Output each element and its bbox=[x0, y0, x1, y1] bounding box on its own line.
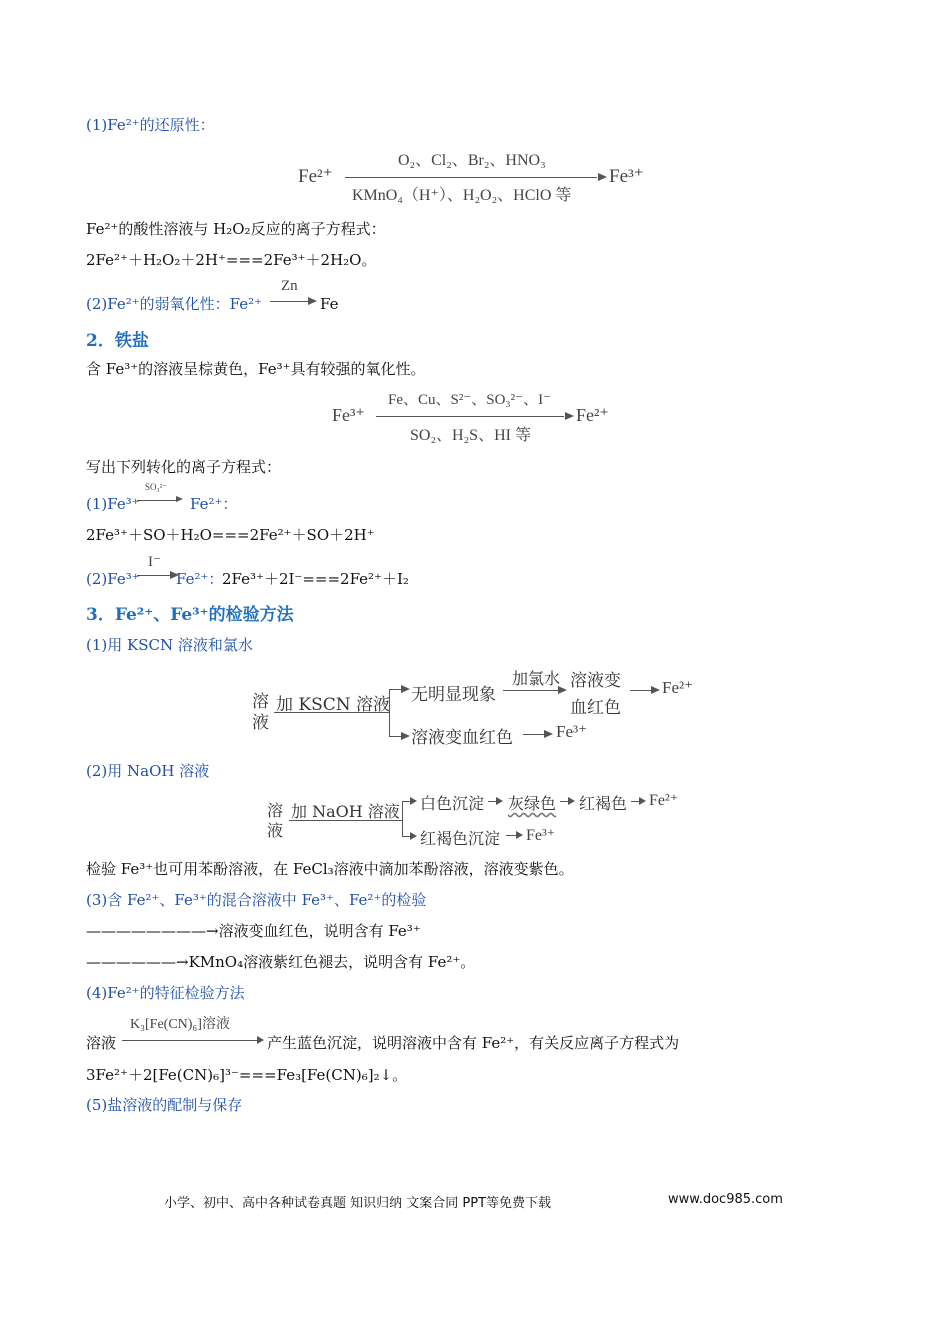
text-line: 检验 Fe³⁺也可用苯酚溶液，在 FeCl₃溶液中滴加苯酚溶液，溶液变紫色。 bbox=[86, 860, 574, 878]
arrow-head-icon bbox=[568, 797, 575, 805]
flow-line bbox=[402, 836, 410, 837]
rxn-arrow-line bbox=[376, 416, 564, 417]
equation: 2Fe³⁺＋2I⁻===2Fe²⁺＋I₂ bbox=[222, 570, 409, 588]
text-solution: 溶液 bbox=[86, 1034, 117, 1052]
method-title-naoh: (2)用 NaOH 溶液 bbox=[86, 762, 210, 780]
arrow-placeholder: ——————→ bbox=[86, 953, 189, 971]
method-title-kscn: (1)用 KSCN 溶液和氯水 bbox=[86, 636, 253, 654]
flow-line bbox=[630, 690, 652, 691]
subsection-title-oxidizing: (2)Fe²⁺的弱氧化性：Fe²⁺ bbox=[86, 295, 263, 313]
conversion-product: Fe²⁺： bbox=[176, 570, 224, 588]
arrow-product: Fe bbox=[320, 295, 339, 313]
flow-bracket bbox=[402, 801, 403, 836]
arrow-head-icon bbox=[401, 732, 410, 740]
flow-result: 白色沉淀 bbox=[420, 794, 485, 813]
arrow-head-icon bbox=[598, 173, 607, 181]
flow-line bbox=[631, 801, 639, 802]
flow-result: 灰绿色 bbox=[508, 794, 557, 813]
text-result: 产生蓝色沉淀，说明溶液中含有 Fe²⁺，有关反应离子方程式为 bbox=[267, 1034, 680, 1052]
flow-ion: Fe²⁺ bbox=[662, 678, 694, 697]
flow-result: 红褐色 bbox=[579, 794, 628, 813]
rxn-reactant: Fe²⁺ bbox=[298, 166, 333, 187]
flow-line bbox=[274, 712, 389, 713]
flow-line bbox=[389, 689, 401, 690]
rxn-reagents-bottom: KMnO₄（H⁺）、H₂O₂、HClO 等 bbox=[352, 187, 572, 204]
flow-start-solution: 溶 液 bbox=[267, 801, 284, 840]
arrow-head-icon bbox=[544, 730, 553, 738]
flow-start-solution: 溶 液 bbox=[252, 692, 269, 733]
arrow-placeholder: ————————→ bbox=[86, 922, 219, 940]
rxn-reagents-bottom: SO₂、H₂S、HI 等 bbox=[410, 427, 531, 444]
flow-bracket bbox=[389, 689, 390, 736]
arrow-head-icon bbox=[176, 496, 183, 502]
flow-line bbox=[506, 835, 516, 836]
arrow-reagent: Zn bbox=[281, 278, 298, 294]
method-title-preparation: (5)盐溶液的配制与保存 bbox=[86, 1096, 243, 1114]
conversion-label: (1)Fe³⁺ bbox=[86, 495, 140, 513]
arrow-head-icon bbox=[558, 686, 567, 694]
arrow-line bbox=[270, 301, 310, 302]
flow-ion: Fe³⁺ bbox=[526, 827, 556, 844]
rxn-reagents-top: O₂、Cl₂、Br₂、HNO₃ bbox=[398, 152, 546, 169]
method-title-characteristic: (4)Fe²⁺的特征检验方法 bbox=[86, 984, 245, 1002]
arrow-head-icon bbox=[565, 412, 574, 420]
arrow-reagent: K₃[Fe(CN)₆]溶液 bbox=[130, 1017, 230, 1032]
arrow-head-icon bbox=[516, 831, 523, 839]
flow-line bbox=[289, 820, 402, 821]
equation: 3Fe²⁺＋2[Fe(CN)₆]³⁻===Fe₃[Fe(CN)₆]₂↓。 bbox=[86, 1066, 408, 1084]
rxn-reagents-top: Fe、Cu、S²⁻、SO₃²⁻、I⁻ bbox=[388, 392, 551, 408]
arrow-line bbox=[122, 1040, 258, 1041]
flow-ion: Fe³⁺ bbox=[556, 722, 588, 741]
flow-result: 溶液变 bbox=[570, 671, 621, 691]
arrow-head-icon bbox=[651, 686, 660, 694]
arrow-reagent: I⁻ bbox=[148, 554, 161, 570]
section-heading-detection: 3．Fe²⁺、Fe³⁺的检验方法 bbox=[86, 605, 294, 625]
rxn-product: Fe³⁺ bbox=[609, 166, 644, 187]
text-line: Fe²⁺的酸性溶液与 H₂O₂反应的离子方程式： bbox=[86, 220, 386, 238]
mixed-result-2: KMnO₄溶液紫红色褪去，说明含有 Fe²⁺。 bbox=[188, 953, 476, 971]
flow-ion: Fe²⁺ bbox=[649, 792, 679, 809]
flow-result: 无明显现象 bbox=[411, 685, 496, 705]
flow-reagent: 加 KSCN 溶液 bbox=[276, 695, 391, 715]
method-title-mixed: (3)含 Fe²⁺、Fe³⁺的混合溶液中 Fe³⁺、Fe²⁺的检验 bbox=[86, 891, 427, 909]
conversion-label: (2)Fe³⁺ bbox=[86, 570, 140, 588]
arrow-head-icon bbox=[410, 832, 417, 840]
text-line: 写出下列转化的离子方程式： bbox=[86, 458, 282, 476]
conversion-product: Fe²⁺： bbox=[190, 495, 238, 513]
equation: 2Fe³⁺＋SO＋H₂O===2Fe²⁺＋SO＋2H⁺ bbox=[86, 526, 375, 544]
section-heading-iron-salt: 2．铁盐 bbox=[86, 331, 149, 351]
arrow-head-icon bbox=[496, 797, 503, 805]
mixed-result-1: 溶液变血红色，说明含有 Fe³⁺ bbox=[218, 922, 421, 940]
arrow-line bbox=[137, 500, 177, 501]
flow-line bbox=[389, 736, 401, 737]
flow-reagent: 加氯水 bbox=[512, 669, 561, 688]
footer-text: 小学、初中、高中各种试卷真题 知识归纳 文案合同 PPT等免费下载 bbox=[164, 1196, 552, 1211]
flow-line bbox=[402, 801, 410, 802]
flow-line bbox=[523, 734, 545, 735]
flow-result: 溶液变血红色 bbox=[411, 728, 513, 748]
flow-result: 血红色 bbox=[570, 698, 621, 718]
arrow-head-icon bbox=[401, 685, 410, 693]
flow-line bbox=[488, 801, 496, 802]
arrow-reagent: SO₃²⁻ bbox=[145, 482, 168, 492]
mixed-line-1 bbox=[86, 921, 421, 941]
flow-line bbox=[503, 690, 559, 691]
arrow-head-icon bbox=[257, 1036, 264, 1044]
rxn-reactant: Fe³⁺ bbox=[332, 405, 365, 425]
arrow-line bbox=[137, 575, 171, 576]
text-line: 含 Fe³⁺的溶液呈棕黄色，Fe³⁺具有较强的氧化性。 bbox=[86, 360, 426, 378]
arrow-head-icon bbox=[308, 297, 317, 305]
mixed-line-2 bbox=[86, 952, 475, 972]
rxn-product: Fe²⁺ bbox=[576, 405, 609, 425]
flow-reagent: 加 NaOH 溶液 bbox=[291, 802, 400, 821]
flow-line bbox=[560, 801, 568, 802]
arrow-head-icon bbox=[639, 797, 646, 805]
subsection-title-reducibility: (1)Fe²⁺的还原性： bbox=[86, 116, 215, 134]
arrow-head-icon bbox=[410, 797, 417, 805]
footer-site-link[interactable]: www.doc985.com bbox=[668, 1192, 783, 1207]
flow-result: 红褐色沉淀 bbox=[420, 829, 501, 848]
equation: 2Fe²⁺＋H₂O₂＋2H⁺===2Fe³⁺＋2H₂O。 bbox=[86, 251, 377, 269]
rxn-arrow-line bbox=[345, 177, 597, 178]
